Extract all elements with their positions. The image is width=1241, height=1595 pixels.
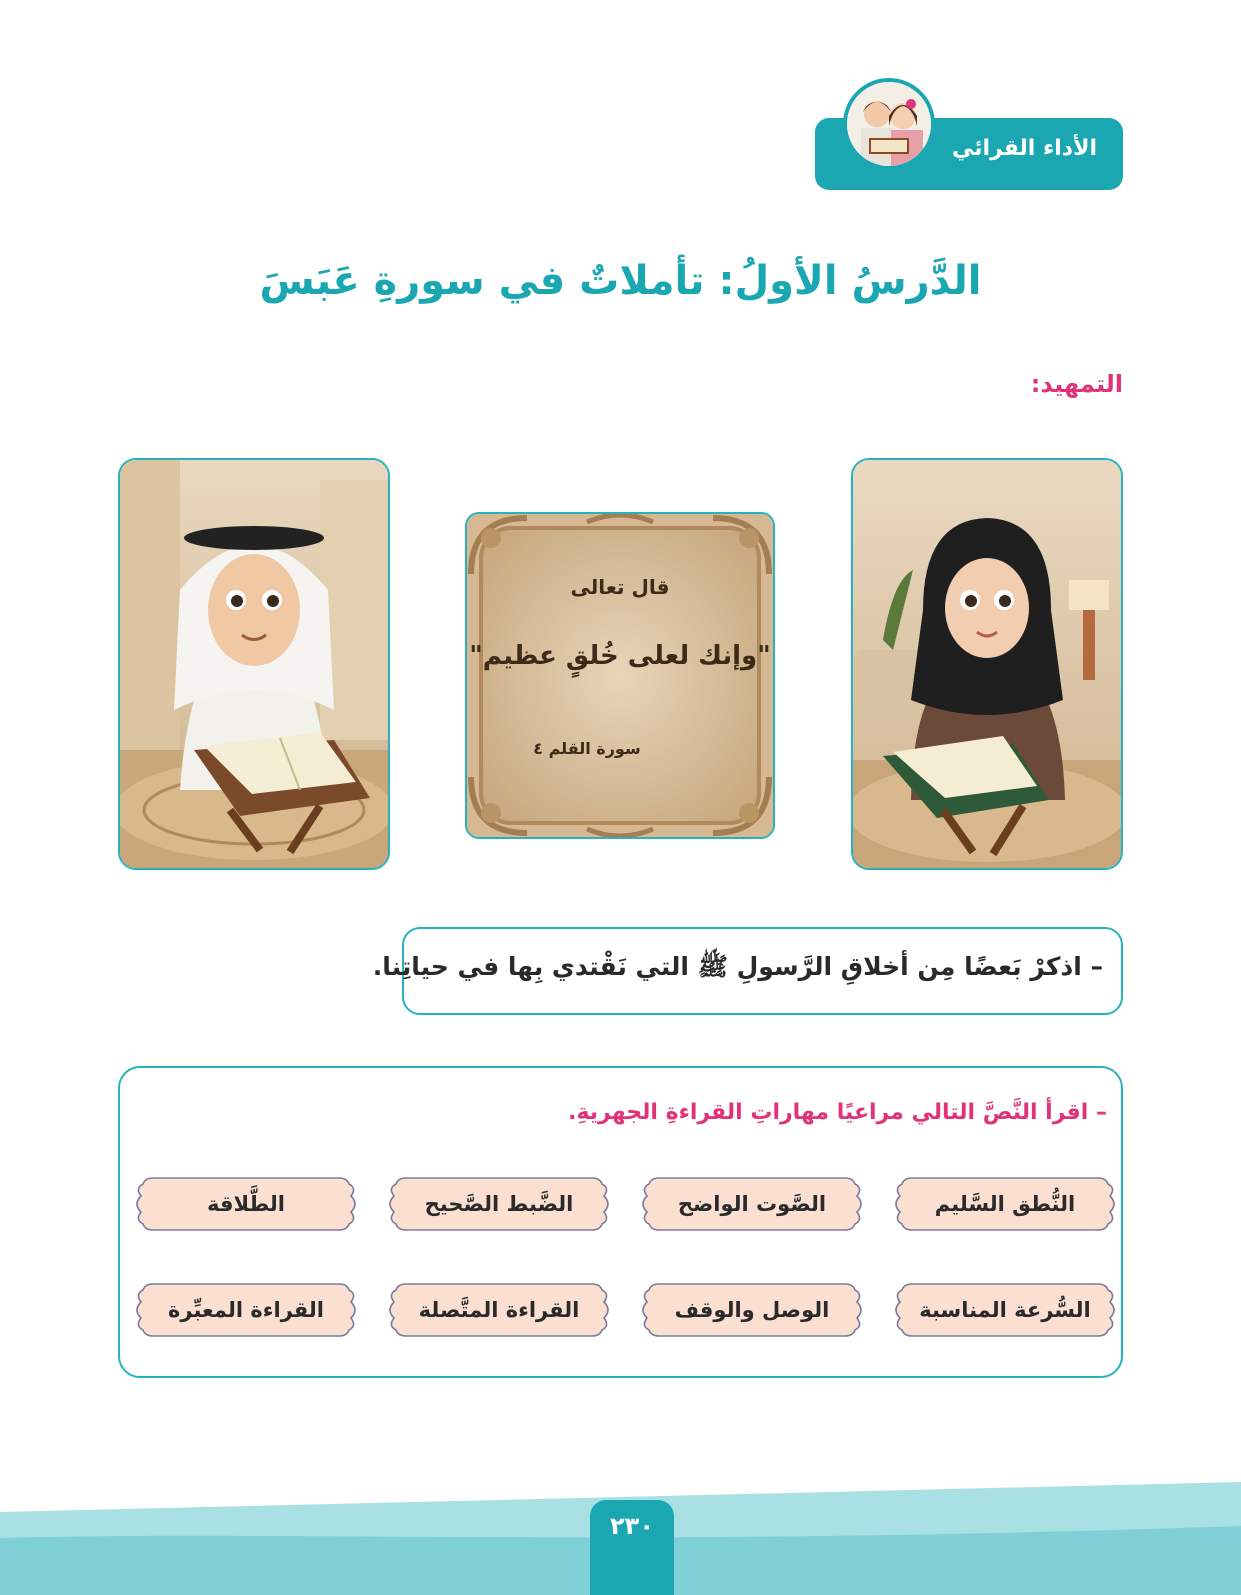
- skill-chip: [384, 1278, 614, 1342]
- skill-label: النُّطق السَّليم: [934, 1192, 1076, 1216]
- verse-plaque: [465, 512, 775, 839]
- skill-chip: [131, 1172, 361, 1236]
- skill-label: القراءة المتَّصلة: [418, 1298, 580, 1322]
- discussion-question-box: [372, 927, 1123, 1015]
- skill-chip: [637, 1172, 867, 1236]
- section-title: الأداء القرائي: [951, 136, 1097, 161]
- skill-label: الطَّلاقة: [207, 1192, 285, 1216]
- reading-skills-box: [118, 1066, 1123, 1378]
- skill-label: الضَّبط الصَّحيح: [424, 1192, 574, 1216]
- skill-chip: [131, 1278, 361, 1342]
- lesson-title-surah: عَبَسَ: [259, 258, 360, 304]
- page-number: ٢٣٠: [610, 1512, 654, 1540]
- skill-chip: [637, 1278, 867, 1342]
- skill-label: السُّرعة المناسبة: [919, 1298, 1091, 1322]
- skill-chip: [890, 1172, 1120, 1236]
- lesson-title-main: الدَّرسُ الأولُ: تأملاتٌ في سورةِ: [359, 258, 982, 304]
- skill-chip: [890, 1278, 1120, 1342]
- intro-label: التمهيد:: [1030, 370, 1123, 398]
- reading-skills-instruction: – اقرأ النَّصَّ التالي مراعيًا مهاراتِ القراءةِ الجهريةِ.: [568, 1100, 1107, 1125]
- plaque-reference: سورة القلم ٤: [533, 739, 641, 758]
- skill-label: الوصل والوقف: [674, 1298, 830, 1322]
- discussion-question-text: – اذكرْ بَعضًا مِن أخلاقِ الرَّسولِ ﷺ التي نَقْتدي بِها في حياتِنا.: [372, 952, 1103, 981]
- children-reading-avatar: [843, 78, 935, 170]
- boy-reading-quran-image: [118, 458, 390, 870]
- plaque-line1: قال تعالى: [570, 575, 670, 599]
- girl-reading-quran-image: [851, 458, 1123, 870]
- skill-label: القراءة المعبِّرة: [168, 1298, 324, 1322]
- plaque-verse: "وإنك لعلى خُلقٍ عظيم": [469, 641, 771, 671]
- skill-chip: [384, 1172, 614, 1236]
- skill-label: الصَّوت الواضح: [677, 1192, 827, 1216]
- page-number-badge: [590, 1500, 674, 1595]
- lesson-title: [0, 258, 1241, 304]
